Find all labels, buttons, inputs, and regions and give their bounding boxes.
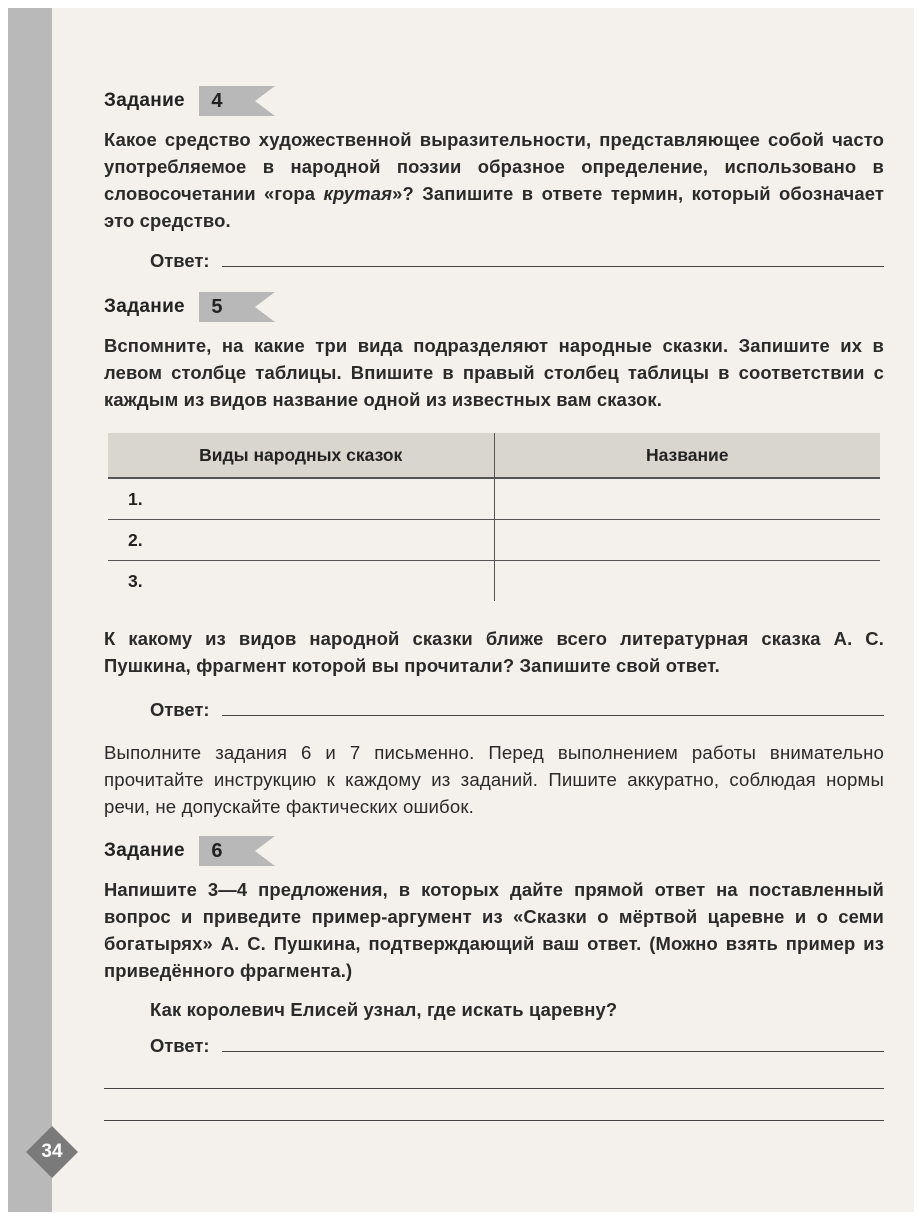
- page-number: 34: [41, 1141, 63, 1162]
- task-5-answer-row[interactable]: [150, 693, 884, 721]
- fairy-tale-table: [108, 433, 880, 601]
- table-cell-kind-3[interactable]: 3.: [128, 570, 143, 591]
- task-6-answer-line[interactable]: [222, 1050, 885, 1052]
- task-5-question-2: К какому из видов народной сказки ближе всего литературная сказка А. С. Пушкина, фрагмент которой вы прочитали? Запишите свой ответ.: [104, 628, 884, 676]
- task-6-answer-label: Ответ:: [150, 1035, 210, 1056]
- table-header-kinds: Виды народных сказок: [108, 433, 494, 478]
- table-cell-title-1[interactable]: [494, 478, 880, 520]
- task-4-answer-label: Ответ:: [150, 250, 210, 271]
- task-6-writing-line-1[interactable]: [104, 1087, 884, 1089]
- instruction-text: Выполните задания 6 и 7 письменно. Перед выполнением работы внимательно прочитайте инструкцию к каждому из заданий. Пишите аккуратно, соблюдая нормы речи, не допускайте фактических ошибок.: [104, 742, 884, 817]
- table-header-title: Название: [494, 433, 880, 478]
- task-6-writing-line-2[interactable]: [104, 1119, 884, 1121]
- task-6-question: Как королевич Елисей узнал, где искать царевну?: [150, 999, 618, 1020]
- page-spine-band: [8, 8, 52, 1212]
- task-4-answer-row[interactable]: [150, 244, 884, 272]
- task-4-text: [104, 126, 884, 234]
- task-6-text: Напишите 3—4 предложения, в которых дайте прямой ответ на поставленный вопрос и приведите пример-аргумент из «Сказки о мёртвой царевне и о семи богатырях» А. С. Пушкина, подтверждающий ваш ответ. (Можно взять пример из приведённого фрагмента.): [104, 879, 884, 981]
- table-cell-kind-2[interactable]: 2.: [108, 520, 494, 561]
- task-4-number: 4: [211, 90, 223, 112]
- task-5-answer-label: Ответ:: [150, 699, 210, 720]
- task-6-badge: [199, 836, 275, 866]
- task-5-label: Задание: [104, 296, 185, 317]
- task-4-header: [104, 86, 884, 116]
- table-cell-kind-1[interactable]: 1.: [108, 478, 494, 520]
- task-6-label: Задание: [104, 840, 185, 861]
- table-header-row: [108, 433, 880, 478]
- table-row: [108, 520, 880, 561]
- task-5-answer-line[interactable]: [222, 714, 885, 716]
- table-cell-title-3[interactable]: [494, 561, 880, 602]
- table-row: [108, 478, 880, 520]
- task-5-text: Вспомните, на какие три вида подразделяют народные сказки. Запишите их в левом столбце таблицы. Впишите в правый столбец таблицы в соответствии с каждым из видов название одной из известных вам сказок.: [104, 335, 884, 410]
- page-content: [104, 86, 884, 1121]
- workbook-page: [8, 8, 914, 1212]
- task-6-answer-row[interactable]: [150, 1029, 884, 1057]
- task-4-text-after: »? Запишите в ответе термин, который обозначает это средство.: [104, 183, 885, 231]
- task-4-badge: [199, 86, 275, 116]
- task-4-text-italic: крутая: [323, 183, 393, 204]
- task-5-number: 5: [211, 296, 223, 318]
- table-row: [108, 561, 880, 602]
- table-cell-title-2[interactable]: [494, 520, 880, 561]
- task-5-badge: [199, 292, 275, 322]
- task-5-header: [104, 292, 884, 322]
- page-number-badge: [26, 1126, 78, 1178]
- task-4-label: Задание: [104, 90, 185, 111]
- task-6-number: 6: [211, 840, 223, 862]
- task-6-header: [104, 836, 884, 866]
- task-4-text-before: Какое средство художественной выразительности, представляющее собой часто употребляемое в народной поэзии образное определение, использовано в словосочетании «гора: [104, 129, 884, 204]
- task-4-answer-line[interactable]: [222, 265, 885, 267]
